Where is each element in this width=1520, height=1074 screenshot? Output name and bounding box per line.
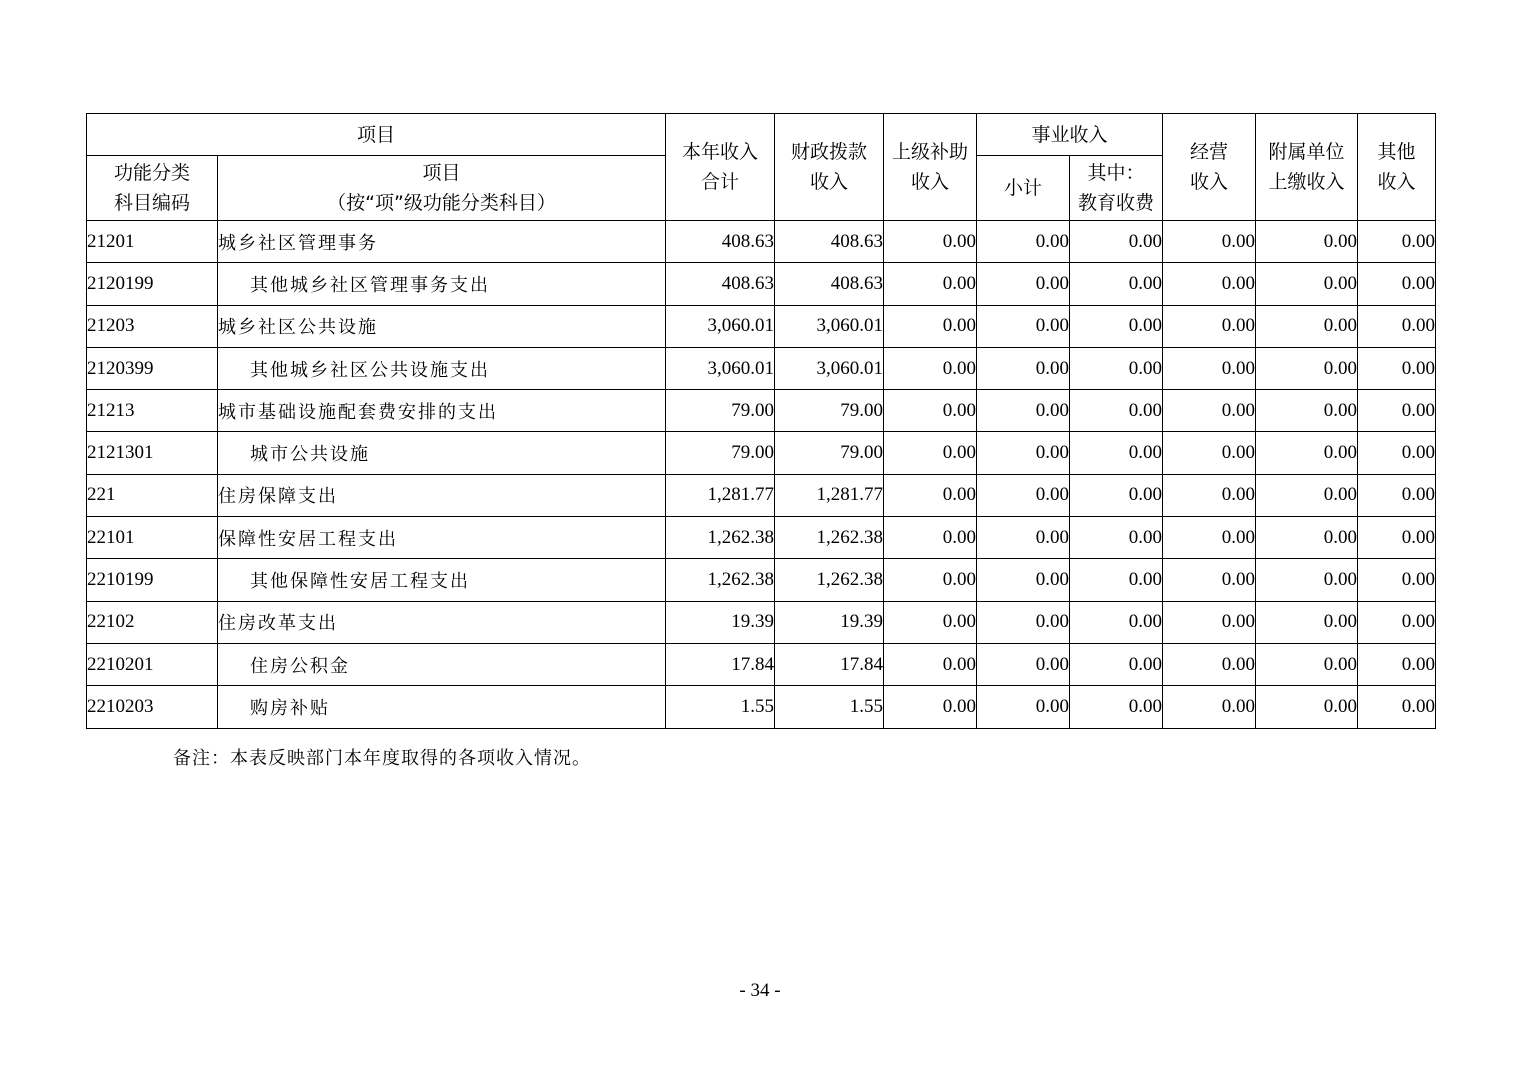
cell-career-subtotal: 0.00 <box>977 305 1070 347</box>
cell-name: 城市公共设施 <box>218 432 666 474</box>
cell-superior: 0.00 <box>884 263 977 305</box>
cell-code: 2120399 <box>87 347 218 389</box>
header-fiscal: 财政拨款 收入 <box>775 114 884 221</box>
cell-name: 城乡社区管理事务 <box>218 221 666 263</box>
cell-code: 2121301 <box>87 432 218 474</box>
cell-total: 1.55 <box>666 686 775 728</box>
cell-name: 保障性安居工程支出 <box>218 517 666 559</box>
cell-superior: 0.00 <box>884 390 977 432</box>
cell-total: 79.00 <box>666 390 775 432</box>
cell-other: 0.00 <box>1358 305 1436 347</box>
cell-other: 0.00 <box>1358 347 1436 389</box>
cell-superior: 0.00 <box>884 474 977 516</box>
cell-affiliate: 0.00 <box>1256 432 1358 474</box>
cell-other: 0.00 <box>1358 517 1436 559</box>
cell-other: 0.00 <box>1358 559 1436 601</box>
cell-code: 2210201 <box>87 643 218 685</box>
table-row <box>87 390 1436 432</box>
cell-career-edu: 0.00 <box>1070 432 1163 474</box>
table-row <box>87 221 1436 263</box>
cell-code: 22101 <box>87 517 218 559</box>
table-body <box>87 221 1436 729</box>
table-row <box>87 601 1436 643</box>
cell-operating: 0.00 <box>1163 474 1256 516</box>
cell-fiscal: 3,060.01 <box>775 347 884 389</box>
cell-operating: 0.00 <box>1163 347 1256 389</box>
cell-fiscal: 1,262.38 <box>775 559 884 601</box>
cell-operating: 0.00 <box>1163 601 1256 643</box>
cell-total: 3,060.01 <box>666 347 775 389</box>
income-table <box>86 113 1436 729</box>
cell-affiliate: 0.00 <box>1256 643 1358 685</box>
cell-fiscal: 17.84 <box>775 643 884 685</box>
cell-fiscal: 1.55 <box>775 686 884 728</box>
header-career-group: 事业收入 <box>977 114 1163 156</box>
cell-career-edu: 0.00 <box>1070 263 1163 305</box>
cell-superior: 0.00 <box>884 305 977 347</box>
cell-career-edu: 0.00 <box>1070 221 1163 263</box>
cell-total: 1,262.38 <box>666 517 775 559</box>
header-total: 本年收入 合计 <box>666 114 775 221</box>
cell-fiscal: 19.39 <box>775 601 884 643</box>
cell-other: 0.00 <box>1358 474 1436 516</box>
cell-career-edu: 0.00 <box>1070 601 1163 643</box>
cell-fiscal: 408.63 <box>775 263 884 305</box>
cell-total: 1,262.38 <box>666 559 775 601</box>
cell-name: 住房改革支出 <box>218 601 666 643</box>
cell-career-subtotal: 0.00 <box>977 601 1070 643</box>
cell-operating: 0.00 <box>1163 559 1256 601</box>
cell-career-edu: 0.00 <box>1070 305 1163 347</box>
cell-total: 17.84 <box>666 643 775 685</box>
cell-career-edu: 0.00 <box>1070 517 1163 559</box>
cell-other: 0.00 <box>1358 263 1436 305</box>
cell-career-subtotal: 0.00 <box>977 390 1070 432</box>
cell-career-edu: 0.00 <box>1070 390 1163 432</box>
cell-superior: 0.00 <box>884 221 977 263</box>
cell-other: 0.00 <box>1358 390 1436 432</box>
cell-total: 1,281.77 <box>666 474 775 516</box>
cell-fiscal: 79.00 <box>775 432 884 474</box>
cell-name: 住房保障支出 <box>218 474 666 516</box>
cell-operating: 0.00 <box>1163 643 1256 685</box>
table-row <box>87 263 1436 305</box>
page-number: - 34 - <box>739 980 781 1001</box>
cell-career-subtotal: 0.00 <box>977 517 1070 559</box>
cell-name: 城市基础设施配套费安排的支出 <box>218 390 666 432</box>
cell-superior: 0.00 <box>884 601 977 643</box>
cell-name: 住房公积金 <box>218 643 666 685</box>
table-row <box>87 305 1436 347</box>
table-row <box>87 686 1436 728</box>
cell-fiscal: 3,060.01 <box>775 305 884 347</box>
cell-affiliate: 0.00 <box>1256 686 1358 728</box>
cell-affiliate: 0.00 <box>1256 305 1358 347</box>
header-project-group: 项目 <box>87 114 666 156</box>
cell-affiliate: 0.00 <box>1256 390 1358 432</box>
cell-superior: 0.00 <box>884 347 977 389</box>
cell-fiscal: 408.63 <box>775 221 884 263</box>
cell-total: 3,060.01 <box>666 305 775 347</box>
cell-fiscal: 1,281.77 <box>775 474 884 516</box>
cell-affiliate: 0.00 <box>1256 601 1358 643</box>
header-superior: 上级补助 收入 <box>884 114 977 221</box>
cell-career-subtotal: 0.00 <box>977 221 1070 263</box>
cell-name: 购房补贴 <box>218 686 666 728</box>
header-career-edu: 其中： 教育收费 <box>1070 156 1163 221</box>
cell-superior: 0.00 <box>884 686 977 728</box>
cell-code: 2210199 <box>87 559 218 601</box>
header-name: 项目 （按“项”级功能分类科目） <box>218 156 666 221</box>
cell-superior: 0.00 <box>884 643 977 685</box>
table-row <box>87 347 1436 389</box>
table-row <box>87 432 1436 474</box>
cell-other: 0.00 <box>1358 601 1436 643</box>
cell-career-edu: 0.00 <box>1070 559 1163 601</box>
cell-affiliate: 0.00 <box>1256 263 1358 305</box>
cell-other: 0.00 <box>1358 686 1436 728</box>
cell-code: 21203 <box>87 305 218 347</box>
header-career-subtotal: 小计 <box>977 156 1070 221</box>
cell-career-edu: 0.00 <box>1070 686 1163 728</box>
header-other: 其他 收入 <box>1358 114 1436 221</box>
cell-total: 408.63 <box>666 221 775 263</box>
cell-superior: 0.00 <box>884 559 977 601</box>
cell-career-subtotal: 0.00 <box>977 686 1070 728</box>
cell-operating: 0.00 <box>1163 221 1256 263</box>
table-header <box>87 114 1436 221</box>
cell-other: 0.00 <box>1358 643 1436 685</box>
cell-affiliate: 0.00 <box>1256 347 1358 389</box>
cell-affiliate: 0.00 <box>1256 517 1358 559</box>
cell-name: 城乡社区公共设施 <box>218 305 666 347</box>
table-row <box>87 474 1436 516</box>
header-code: 功能分类 科目编码 <box>87 156 218 221</box>
cell-career-subtotal: 0.00 <box>977 347 1070 389</box>
table-note: 备注：本表反映部门本年度取得的各项收入情况。 <box>173 748 591 769</box>
cell-career-subtotal: 0.00 <box>977 263 1070 305</box>
cell-name: 其他保障性安居工程支出 <box>218 559 666 601</box>
cell-fiscal: 79.00 <box>775 390 884 432</box>
cell-code: 21201 <box>87 221 218 263</box>
cell-operating: 0.00 <box>1163 517 1256 559</box>
cell-total: 79.00 <box>666 432 775 474</box>
cell-career-edu: 0.00 <box>1070 474 1163 516</box>
cell-code: 22102 <box>87 601 218 643</box>
cell-superior: 0.00 <box>884 432 977 474</box>
cell-other: 0.00 <box>1358 221 1436 263</box>
cell-affiliate: 0.00 <box>1256 559 1358 601</box>
table-row <box>87 643 1436 685</box>
cell-name: 其他城乡社区管理事务支出 <box>218 263 666 305</box>
cell-fiscal: 1,262.38 <box>775 517 884 559</box>
cell-career-subtotal: 0.00 <box>977 643 1070 685</box>
cell-operating: 0.00 <box>1163 390 1256 432</box>
cell-code: 21213 <box>87 390 218 432</box>
cell-operating: 0.00 <box>1163 432 1256 474</box>
cell-operating: 0.00 <box>1163 263 1256 305</box>
cell-other: 0.00 <box>1358 432 1436 474</box>
cell-career-edu: 0.00 <box>1070 347 1163 389</box>
cell-code: 2120199 <box>87 263 218 305</box>
cell-operating: 0.00 <box>1163 305 1256 347</box>
cell-affiliate: 0.00 <box>1256 221 1358 263</box>
cell-total: 408.63 <box>666 263 775 305</box>
cell-career-subtotal: 0.00 <box>977 432 1070 474</box>
cell-career-subtotal: 0.00 <box>977 559 1070 601</box>
header-affiliate: 附属单位 上缴收入 <box>1256 114 1358 221</box>
header-operating: 经营 收入 <box>1163 114 1256 221</box>
cell-operating: 0.00 <box>1163 686 1256 728</box>
cell-total: 19.39 <box>666 601 775 643</box>
table-row <box>87 559 1436 601</box>
cell-affiliate: 0.00 <box>1256 474 1358 516</box>
cell-code: 2210203 <box>87 686 218 728</box>
cell-name: 其他城乡社区公共设施支出 <box>218 347 666 389</box>
cell-career-edu: 0.00 <box>1070 643 1163 685</box>
cell-code: 221 <box>87 474 218 516</box>
cell-superior: 0.00 <box>884 517 977 559</box>
cell-career-subtotal: 0.00 <box>977 474 1070 516</box>
table-row <box>87 517 1436 559</box>
